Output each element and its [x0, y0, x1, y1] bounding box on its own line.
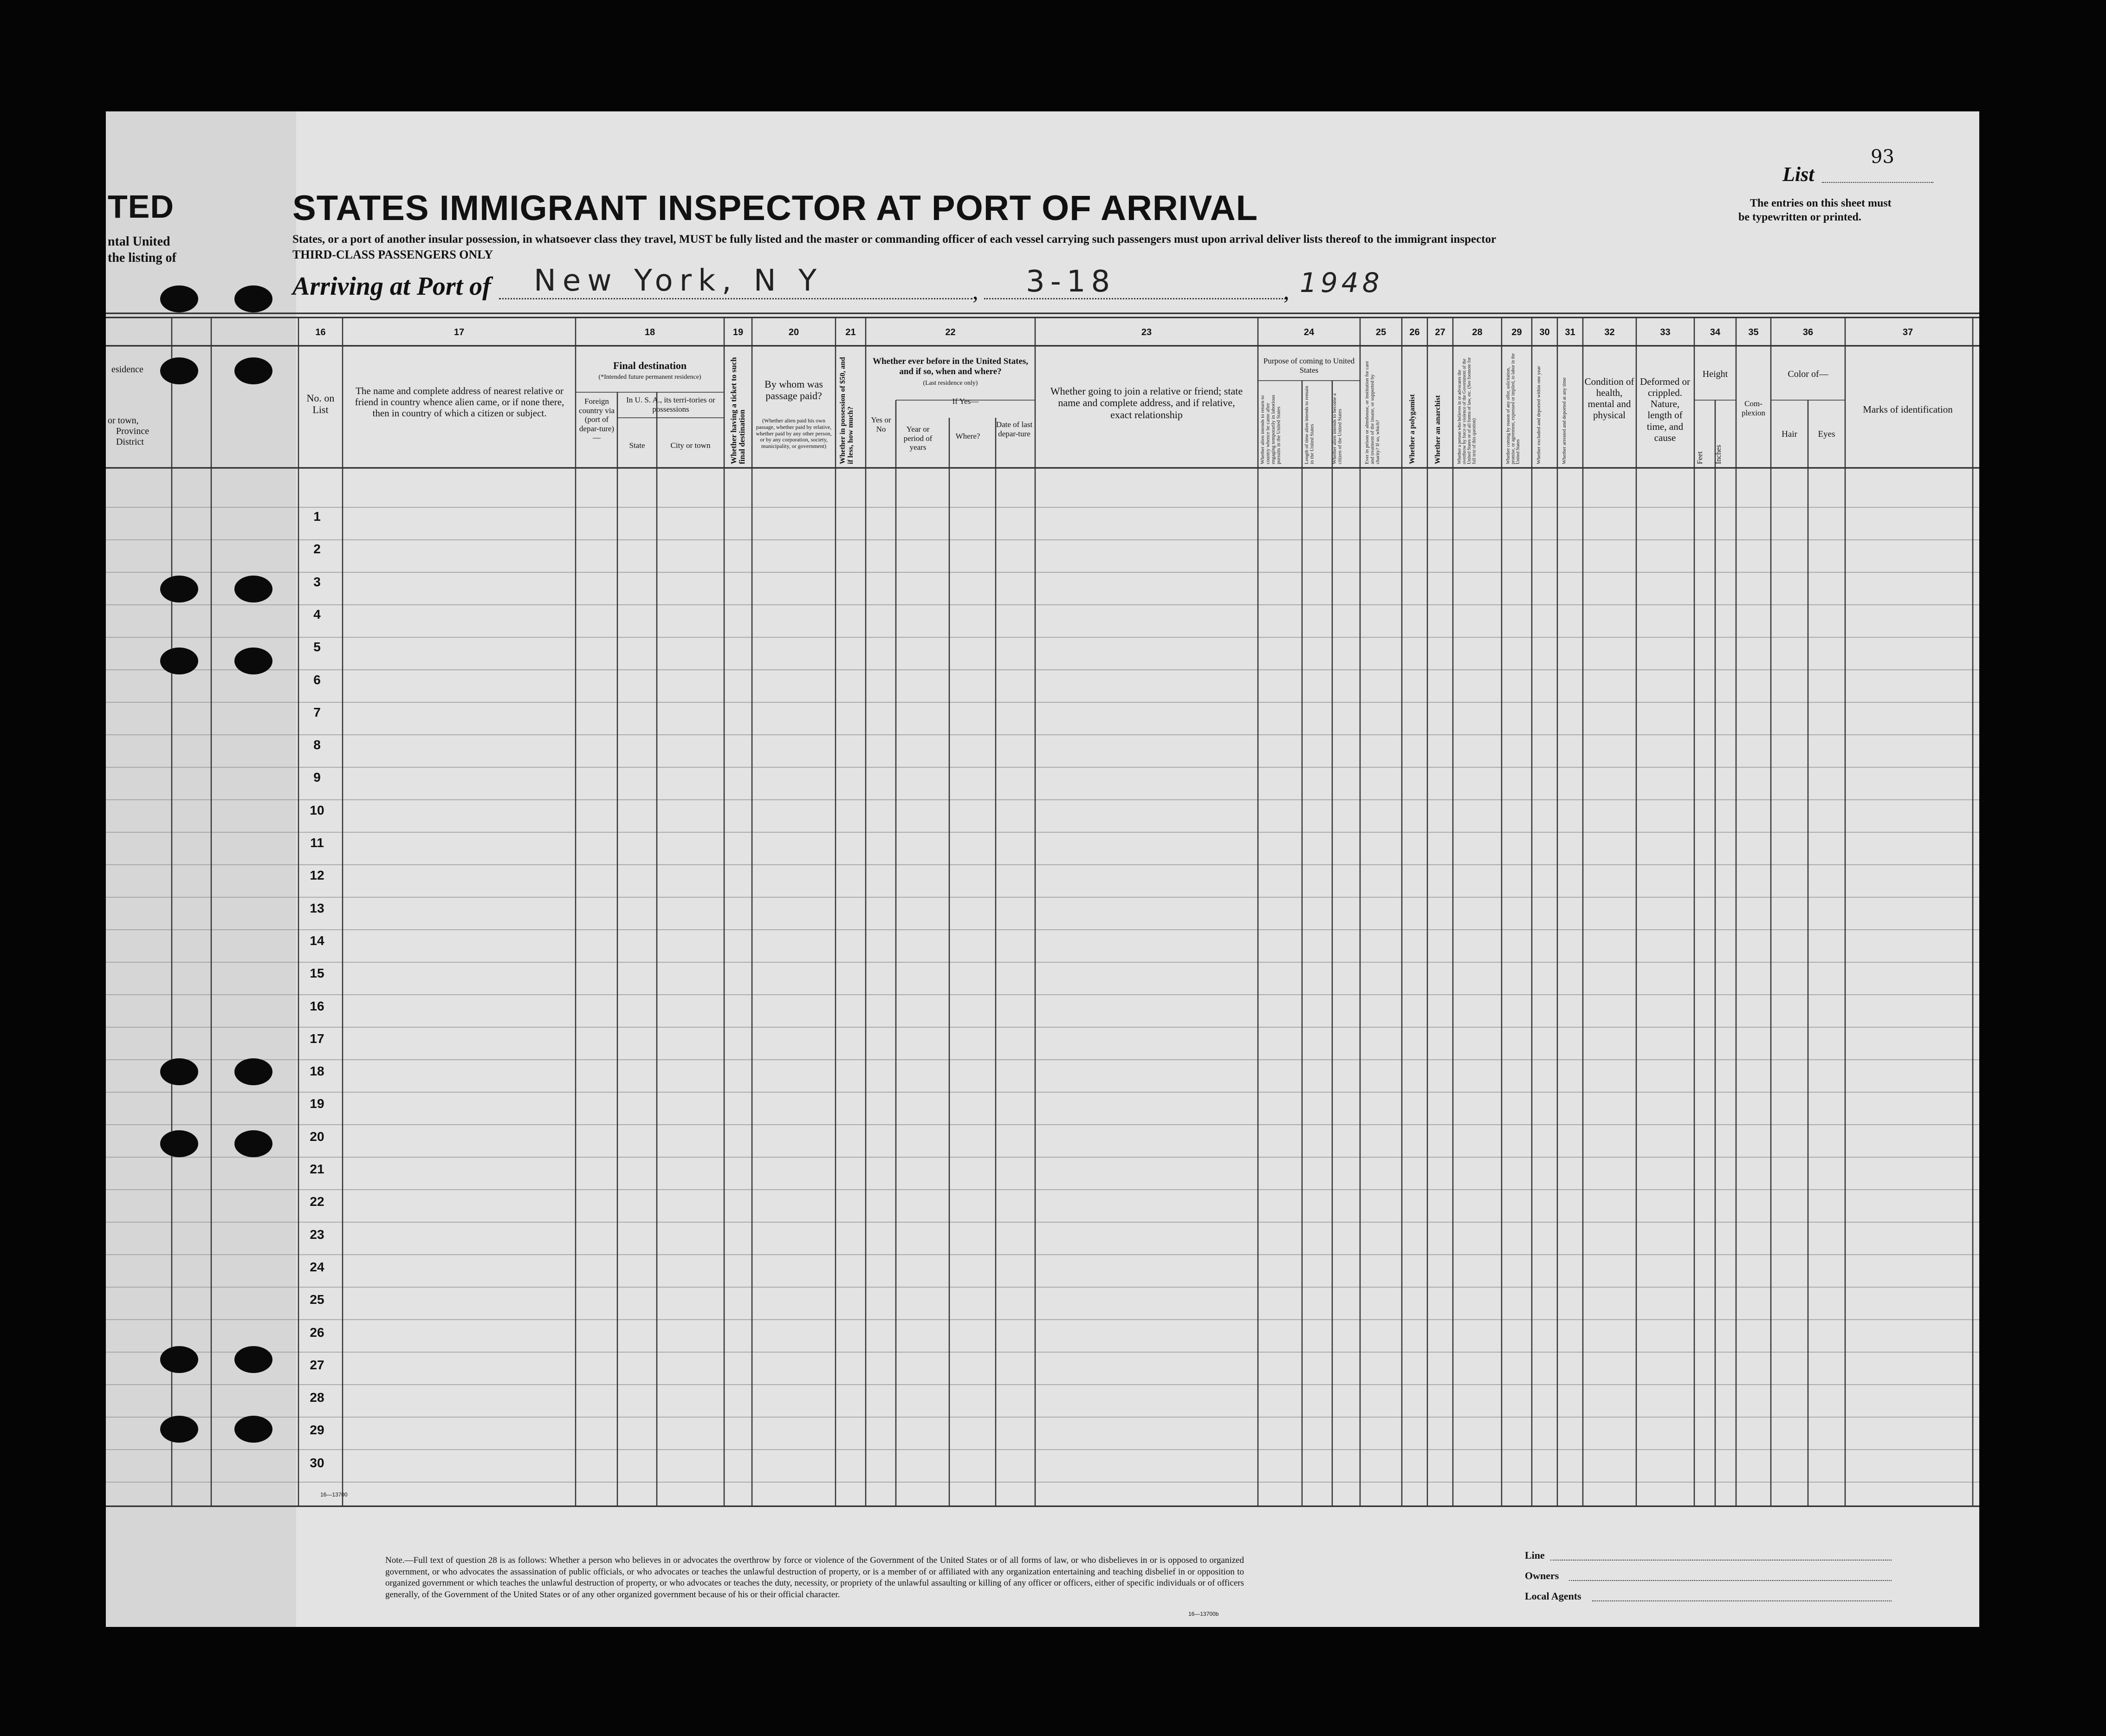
arrival-year-value: 1948 — [1300, 267, 1383, 298]
punch-hole — [160, 1416, 198, 1443]
row-number: 1 — [313, 509, 321, 524]
arriving-label: Arriving at Port of — [292, 272, 491, 301]
col-33-header: Deformed or crippled. Nature, length of time, and cause — [1640, 376, 1690, 443]
col-num-30: 30 — [1539, 327, 1550, 337]
col-num-21: 21 — [845, 327, 856, 337]
col-18-foreign: Foreign country via (port of depar-ture)— — [579, 397, 615, 442]
row-number: 26 — [310, 1325, 324, 1340]
col-22-if-yes: If Yes— — [952, 397, 979, 406]
punch-hole — [234, 357, 272, 384]
col-34-feet: Feet — [1696, 451, 1704, 464]
col-22-yes-no: Yes or No — [871, 415, 891, 434]
col-num-25: 25 — [1375, 327, 1387, 337]
left-town-line-3: District — [116, 437, 144, 447]
col-22-header: Whether ever before in the United States, and if so, when and where? — [872, 356, 1029, 376]
left-town-line-1: or town, — [108, 415, 139, 426]
col-18-city: City or town — [670, 441, 711, 450]
col-num-16: 16 — [315, 327, 326, 337]
footer-line-field[interactable] — [1550, 1560, 1892, 1561]
row-number: 13 — [310, 900, 324, 915]
col-num-32: 32 — [1604, 327, 1615, 337]
list-label: List — [1782, 163, 1814, 186]
col-31-header: Whether arrested and deported at any time — [1562, 377, 1567, 464]
punch-hole — [234, 1346, 272, 1373]
col-30-header: Whether excluded and deported within one year — [1536, 366, 1542, 464]
row-number: 18 — [310, 1064, 324, 1079]
row-number: 23 — [310, 1227, 324, 1242]
col-22-year: Year or period of years — [903, 425, 933, 452]
row-number: 17 — [310, 1031, 324, 1046]
col-18-usa: In U. S. A., its terri-tories or possessions — [626, 395, 715, 414]
col-num-31: 31 — [1565, 327, 1575, 337]
row-number: 24 — [310, 1259, 324, 1274]
col-24-header: Purpose of coming to United States — [1263, 356, 1355, 375]
comma-1: , — [972, 278, 978, 304]
row-number: 10 — [310, 803, 324, 817]
page-title: STATES IMMIGRANT INSPECTOR AT PORT OF ARRIVAL — [292, 188, 1258, 228]
col-36-hair: Hair — [1782, 429, 1797, 439]
col-21-header: Whether in possession of $50, and if less, how much? — [839, 357, 855, 464]
col-34-header: Height — [1702, 369, 1728, 379]
col-num-26: 26 — [1409, 327, 1420, 337]
punch-hole — [234, 1130, 272, 1157]
col-22-date: Date of last depar-ture — [996, 420, 1033, 438]
left-line-1: ntal United — [108, 234, 170, 249]
row-number: 27 — [310, 1357, 324, 1372]
entries-note-2: be typewritten or printed. — [1738, 211, 1861, 223]
col-num-27: 27 — [1435, 327, 1445, 337]
col-27-header: Whether an anarchist — [1434, 395, 1442, 464]
row-number: 11 — [310, 836, 324, 850]
col-37-header: Marks of identification — [1863, 404, 1953, 415]
footer-owners-field[interactable] — [1569, 1580, 1892, 1581]
punch-hole — [234, 576, 272, 602]
col-28-header: Whether a person who believes in or advocates the overthrow by force or violence of the Government of the United States or of all forms of law, etc. (See footnote for full text of this question) — [1457, 357, 1477, 464]
punch-hole — [234, 285, 272, 312]
col-26-header: Whether a polygamist — [1408, 394, 1416, 464]
row-number: 6 — [313, 672, 321, 687]
row-number: 5 — [313, 640, 321, 654]
punch-hole — [160, 1346, 198, 1373]
instructions-line: States, or a port of another insular possession, in whatsoever class they travel, MUST be fully listed and the master or commanding officer of each vessel carrying such passengers must upon arrival deliver lists thereof to the immigrant inspector — [292, 233, 1497, 246]
col-num-37: 37 — [1902, 327, 1913, 337]
col-36-eyes: Eyes — [1818, 429, 1835, 439]
col-num-34: 34 — [1710, 327, 1721, 337]
entries-note-1: The entries on this sheet must — [1750, 197, 1892, 209]
row-number: 3 — [313, 574, 321, 589]
form-code: 16—13700 — [320, 1491, 348, 1498]
col-25-header: Ever in prison or almshouse, or institution for care and treatment of the insane, or supported by charity? If so, which? — [1364, 361, 1381, 464]
list-number: 93 — [1871, 146, 1894, 168]
row-number: 12 — [310, 868, 324, 883]
footnote-code: 16—13700b — [1188, 1611, 1219, 1617]
col-16-header: No. on List — [306, 392, 335, 416]
col-29-header: Whether coming by reason of any offer, solicitation, promise, or agreement, expressed or implied, to labor in the United States — [1506, 353, 1521, 464]
row-number: 16 — [310, 998, 324, 1013]
punch-hole — [160, 1058, 198, 1085]
col-num-33: 33 — [1660, 327, 1671, 337]
col-23-header: Whether going to join a relative or friend; state name and complete address, and if relative, exact relationship — [1050, 385, 1243, 421]
punch-hole — [160, 576, 198, 602]
col-20-header: By whom was passage paid? — [765, 378, 823, 402]
row-number: 4 — [313, 607, 321, 622]
row-number: 19 — [310, 1096, 324, 1111]
col-num-23: 23 — [1141, 327, 1152, 337]
col-22-where: Where? — [955, 432, 980, 440]
row-number: 9 — [313, 770, 321, 785]
footer-agents-field[interactable] — [1592, 1600, 1892, 1601]
col-35-header: Com-plexion — [1742, 399, 1765, 417]
punch-hole — [160, 1130, 198, 1157]
footer-owners-label: Owners — [1525, 1570, 1559, 1581]
col-22-note: (Last residence only) — [923, 380, 978, 387]
left-title-fragment: TED — [108, 188, 174, 225]
col-num-18: 18 — [644, 327, 655, 337]
row-number: 30 — [310, 1455, 324, 1470]
punch-hole — [160, 285, 198, 312]
row-number: 8 — [313, 738, 321, 752]
col-24-a: Whether alien intends to return to country whence he came after engaging temporarily in laborious pursuits in the United States — [1260, 395, 1282, 464]
left-residence-label: esidence — [111, 364, 143, 375]
col-num-17: 17 — [454, 327, 465, 337]
col-num-28: 28 — [1472, 327, 1483, 337]
col-num-20: 20 — [788, 327, 799, 337]
arrival-date-value: 3-18 — [1026, 265, 1116, 299]
left-town-line-2: Province — [116, 426, 149, 436]
left-line-2: the listing of — [108, 251, 176, 265]
row-number: 28 — [310, 1390, 324, 1405]
col-num-22: 22 — [945, 327, 956, 337]
col-18-header: Final destination — [613, 360, 687, 371]
row-number: 20 — [310, 1129, 324, 1144]
col-num-35: 35 — [1748, 327, 1759, 337]
punch-hole — [234, 1416, 272, 1443]
punch-hole — [160, 648, 198, 674]
col-24-b: Length of time alien intends to remain in the United States — [1304, 386, 1315, 464]
col-num-29: 29 — [1511, 327, 1522, 337]
port-of-arrival-value: New York, N Y — [534, 264, 823, 298]
comma-2: , — [1283, 278, 1290, 304]
row-number: 25 — [310, 1292, 324, 1307]
col-num-36: 36 — [1802, 327, 1814, 337]
col-36-header: Color of— — [1788, 369, 1828, 379]
col-34-inches: Inches — [1715, 445, 1723, 464]
col-17-header: The name and complete address of nearest relative or friend in country whence alien came, or if none there, then in country of which a citizen or subject. — [355, 385, 564, 419]
row-number: 2 — [313, 542, 321, 557]
row-number: 22 — [310, 1194, 324, 1209]
third-class-label: THIRD-CLASS PASSENGERS ONLY — [292, 248, 493, 261]
row-number: 15 — [310, 966, 324, 981]
col-18-note: (*Intended future permanent residence) — [598, 374, 701, 381]
col-19-header: Whether having a ticket to such final destination — [729, 357, 746, 464]
col-num-24: 24 — [1303, 327, 1315, 337]
col-20-note: (Whether alien paid his own passage, whether paid by relative, whether paid by any other person, or by any corporation, society, municipality, or government) — [756, 417, 832, 450]
footer-line-label: Line — [1525, 1549, 1545, 1561]
col-18-state: State — [629, 441, 645, 450]
row-number: 21 — [310, 1162, 324, 1176]
punch-hole — [160, 357, 198, 384]
punch-hole — [234, 648, 272, 674]
footnote: Note.—Full text of question 28 is as follows: Whether a person who believes in or advocates the overthrow by force or violence of the Government of the United States or of all forms of law, or who disbelieves in or is opposed to organized government, or who advocates the assassination of public officials, or who advocates or teaches the unlawful destruction of property, or is a member of or affiliated with any organization entertaining and teaching disbelief in or opposition to organized government or which teaches the unlawful destruction of property, or who advocates or teaches the duty, necessity, or propriety of the unlawful assaulting or killing of any officer or officers, either of specific individuals or of officers generally, of the Government of the United States or of any other organized government because of his or their official character. — [385, 1555, 1244, 1600]
col-num-19: 19 — [732, 327, 744, 337]
punch-hole — [234, 1058, 272, 1085]
row-number: 7 — [313, 705, 321, 719]
row-number: 14 — [310, 933, 324, 948]
footer-agents-label: Local Agents — [1525, 1590, 1581, 1602]
col-32-header: Condition of health, mental and physical — [1584, 376, 1634, 421]
row-number: 29 — [310, 1423, 324, 1438]
col-24-c: Whether alien intends to become a citizen of the United States — [1332, 393, 1343, 464]
